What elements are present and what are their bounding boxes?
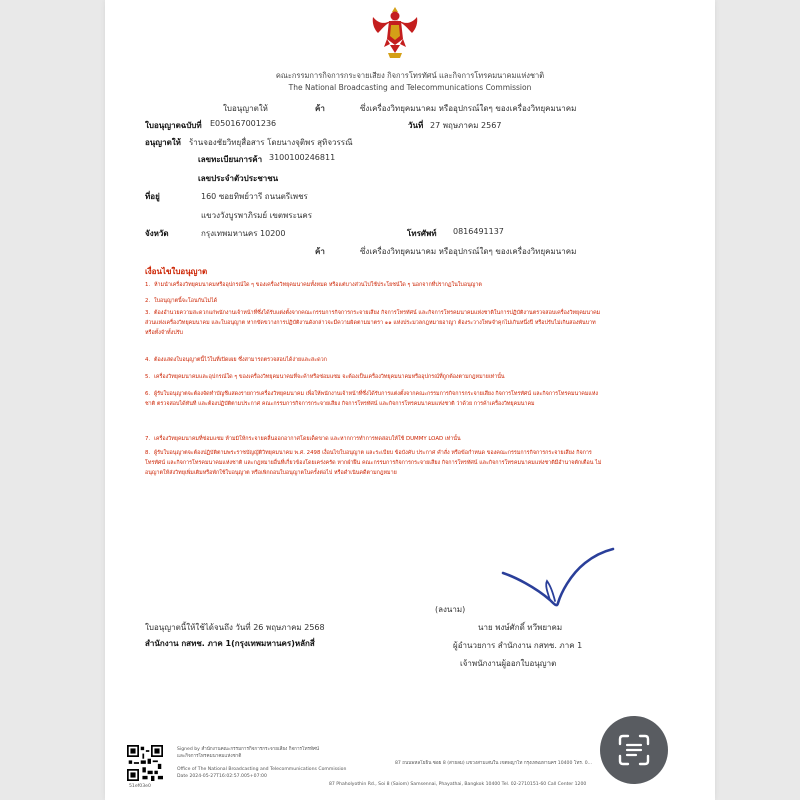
date-value: 27 พฤษภาคม 2567: [430, 121, 502, 130]
phone-label: โทรศัพท์: [407, 229, 437, 238]
license-document: [105, 0, 715, 800]
condition-item: 2. ใบอนุญาตนี้จะโอนกันไม่ได้: [145, 298, 218, 304]
footer-address-thai: 87 ถนนพหลโยธิน ซอย 8 (สายลม) แขวงสามเสนใน เขตพญาไท กรุงเทพมหานคร 10400 โทร. 0...: [395, 761, 593, 766]
scan-text-icon: [617, 733, 651, 767]
grantee-label: อนุญาตให้: [145, 138, 181, 147]
qr-code-text: 51ef03e0: [129, 784, 151, 789]
condition-item: 7. เครื่องวิทยุคมนาคมที่ซ่อมแซม ห้ามมิให้กระจายคลื่นออกอากาศโดยเด็ดขาด และหากการทำการทดสอบให้ใช้ DUMMY LOAD เท่านั้น: [145, 436, 461, 442]
citizen-id-label: เลขประจำตัวประชาชน: [198, 174, 279, 183]
license-number-value: E050167001236: [210, 119, 277, 128]
scan-text-button[interactable]: [600, 716, 668, 784]
signature-image: [495, 545, 620, 615]
signed-by-2: และกิจการโทรคมนาคมแห่งชาติ: [177, 754, 242, 759]
sign-label: (ลงนาม): [435, 605, 466, 614]
valid-until: ใบอนุญาตนี้ให้ใช้ได้จนถึง วันที่ 26 พฤษภาคม 2568: [145, 623, 325, 632]
province-label: จังหวัด: [145, 229, 169, 238]
date-label: วันที่: [408, 121, 424, 130]
agency-name-thai: คณะกรรมการกิจการกระจายเสียง กิจการโทรทัศน์ และกิจการโทรคมนาคมแห่งชาติ: [275, 71, 545, 80]
trade-registration-value: 3100100246811: [269, 153, 336, 162]
office-english: Office of The National Broadcasting and Telecommunications Commission: [177, 767, 347, 772]
signer-role: เจ้าพนักงานผู้ออกใบอนุญาต: [460, 659, 557, 668]
qr-code-icon: [127, 745, 163, 781]
license-type-label: ใบอนุญาตให้: [223, 104, 268, 113]
trade-label-2: ค้า: [315, 247, 325, 256]
grantee-value: ร้านจองชัยวิทยุสื่อสาร โดยนางจุติพร สุทิจวรรณี: [189, 138, 353, 147]
signed-by: Signed by สำนักงานคณะกรรมการกิจการกระจายเสียง กิจการโทรทัศน์: [177, 747, 320, 752]
condition-item: 3. ต้องอำนวยความสะดวกแก่พนักงานเจ้าหน้าที่ซึ่งได้รับแต่งตั้งจากคณะกรรมการกิจการกระจายเสียง กิจการโทรทัศน์ และกิจการโทรคมนาคมแห่งชาติในการปฏิบัติงานตรวจสอบเครื่องวิทยุคมนาคม ส่วนแห่งเครื่องวิทยุคมนาคม และใบอนุญาต หากขัดขวางการปฏิบัติงานดังกล่าวจะมีความผิดตามมาตรา ๑๑ แห่งประมวลกฎหมายอาญา ต้องระวางโทษจำคุกไม่เกินหนึ่งปี หรือปรับไม่เกินสองพันบาท หรือทั้งจำทั้งปรับ: [145, 310, 601, 337]
footer-address-english: 87 Phaholyothin Rd., Soi 8 (Saiom) Samsennai, Phayathai, Bangkok 10400 Tel. 02-2710151-60 Call Center 1200: [329, 782, 587, 787]
issuing-office: สำนักงาน กสทช. ภาค 1(กรุงเทพมหานคร)หลักสี่: [145, 639, 315, 648]
agency-name-english: The National Broadcasting and Telecommunications Commission: [288, 83, 532, 92]
phone-value: 0816491137: [453, 227, 504, 236]
conditions-title: เงื่อนไขใบอนุญาต: [145, 267, 208, 276]
trade-label: ค้า: [315, 104, 325, 113]
address-line-1: 160 ซอยทิพย์วารี ถนนตรีเพชร: [201, 192, 308, 201]
signer-name: นาย พงษ์ศักดิ์ ทวีพยาคม: [478, 623, 563, 632]
signed-date: Date 2024-05-27T16:02:57.005+07:00: [177, 774, 267, 779]
garuda-emblem-icon: [370, 3, 420, 63]
trade-value: ซึ่งเครื่องวิทยุคมนาคม หรืออุปกรณ์ใดๆ ของเครื่องวิทยุคมนาคม: [360, 104, 577, 113]
condition-item: 8. ผู้รับใบอนุญาตจะต้องปฏิบัติตามพระราชบัญญัติวิทยุคมนาคม พ.ศ. 2498 เงื่อนไขใบอนุญาต และระเบียบ ข้อบังคับ ประกาศ คำสั่ง หรือข้อกำหนด ของคณะกรรมการกิจการกระจายเสียง กิจการโทรทัศน์ และกิจการโทรคมนาคมแห่งชาติ และกฎหมายอื่นที่เกี่ยวข้องโดยเคร่งครัด หากฝ่าฝืน คณะกรรมการกิจการกระจายเสียง กิจการโทรทัศน์ และกิจการโทรคมนาคมแห่งชาติมีอำนาจตักเตือน ไม่อนุญาตให้ส่งวิทยุเพิ่มเติมหรือพักใช้ใบอนุญาต หรือเพิกถอนใบอนุญาตในครั้งต่อไป หรือดำเนินคดีตามกฎหมาย: [145, 450, 602, 477]
signer-position: ผู้อำนวยการ สำนักงาน กสทช. ภาค 1: [453, 641, 583, 650]
license-number-label: ใบอนุญาตฉบับที่: [145, 121, 202, 130]
address-label: ที่อยู่: [145, 192, 160, 201]
condition-item: 4. ต้องแสดงใบอนุญาตนี้ไว้ในที่เปิดเผย ซึ่งสามารถตรวจสอบได้ง่ายและสะดวก: [145, 357, 327, 363]
address-line-2: แขวงวังบูรพาภิรมย์ เขตพระนคร: [201, 211, 313, 220]
province-value: กรุงเทพมหานคร 10200: [201, 229, 286, 238]
condition-item: 5. เครื่องวิทยุคมนาคมและอุปกรณ์ใด ๆ ของเครื่องวิทยุคมนาคมที่จะค้าหรือซ่อมแซม จะต้องเป็นเครื่องวิทยุคมนาคมหรืออุปกรณ์ที่ถูกต้องตามกฎหมายเท่านั้น: [145, 374, 505, 380]
trade-registration-label: เลขทะเบียนการค้า: [198, 155, 263, 164]
trade-value-2: ซึ่งเครื่องวิทยุคมนาคม หรืออุปกรณ์ใดๆ ของเครื่องวิทยุคมนาคม: [360, 247, 577, 256]
condition-item: 1. ห้ามนำเครื่องวิทยุคมนาคมหรืออุปกรณ์ใด ๆ ของเครื่องวิทยุคมนาคมทั้งหมด หรือแต่บางส่วนไปใช้ประโยชน์ใด ๆ นอกจากที่ปรากฏในใบอนุญาต: [145, 282, 482, 288]
condition-item: 6. ผู้รับใบอนุญาตจะต้องจัดทำบัญชีแสดงรายการเครื่องวิทยุคมนาคม เพื่อให้พนักงานเจ้าหน้าที่ซึ่งได้รับการแต่งตั้งจากคณะกรรมการกิจการกระจายเสียง กิจการโทรทัศน์ และกิจการโทรคมนาคมแห่งชาติ ตรวจสอบได้ทันที และต้องปฏิบัติตามประกาศ คณะกรรมการกิจการกระจายเสียง กิจการโทรทัศน์ และกิจการโทรคมนาคมแห่งชาติ ว่าด้วย การค้าเครื่องวิทยุคมนาคม: [145, 391, 599, 408]
